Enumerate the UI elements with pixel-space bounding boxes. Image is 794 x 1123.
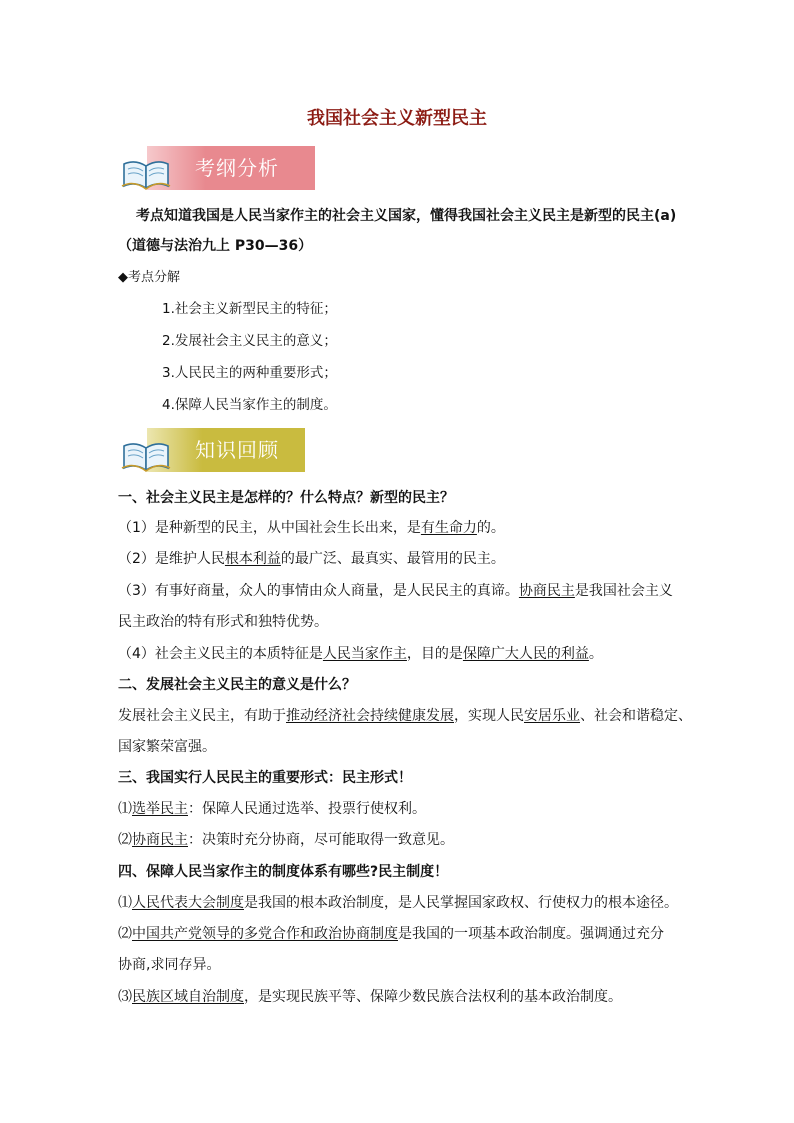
text-run: ⑵ bbox=[118, 926, 132, 942]
text-run: ⑴ bbox=[118, 895, 132, 911]
text-run: ，是实现民族平等、保障少数民族合法权利的基本政治制度。 bbox=[244, 989, 622, 1005]
paragraph bbox=[118, 987, 622, 1007]
text-run: ⑵ bbox=[118, 832, 132, 848]
text-run: 。 bbox=[588, 646, 603, 662]
section-heading: 二、发展社会主义民主的意义是什么？ bbox=[118, 677, 356, 693]
paragraph bbox=[118, 581, 673, 601]
text-run: 发展社会主义民主，有助于 bbox=[118, 708, 286, 724]
underlined-keyword: 选举民主 bbox=[132, 801, 188, 817]
paragraph bbox=[118, 644, 603, 664]
paragraph-continuation: 民主政治的特有形式和独特优势。 bbox=[118, 614, 328, 630]
section-heading: 一、社会主义民主是怎样的？什么特点？新型的民主？ bbox=[118, 490, 454, 506]
text-run: 是我国的根本政治制度，是人民掌握国家政权、行使权力的根本途径。 bbox=[244, 895, 678, 911]
text-run: 、社会和谐稳定、 bbox=[580, 708, 692, 724]
text-run: （2）是维护人民 bbox=[118, 551, 225, 567]
text-run: ⑶ bbox=[118, 989, 132, 1005]
breakdown-item: 2.发展社会主义民主的意义； bbox=[162, 333, 337, 349]
paragraph-continuation: 协商,求同存异。 bbox=[118, 957, 221, 973]
paragraph bbox=[118, 518, 505, 538]
underlined-keyword: 根本利益 bbox=[224, 551, 281, 567]
exam-point-reference: （道德与法治九上 P30—36） bbox=[118, 238, 313, 254]
paragraph bbox=[118, 924, 664, 944]
underlined-keyword: 有生命力 bbox=[420, 520, 477, 536]
book-icon bbox=[121, 156, 171, 190]
paragraph bbox=[118, 706, 692, 726]
section-heading: 四、保障人民当家作主的制度体系有哪些?民主制度！ bbox=[118, 864, 449, 880]
underlined-keyword: 人民代表大会制度 bbox=[132, 895, 244, 911]
text-run: 是我国社会主义 bbox=[574, 583, 673, 599]
paragraph bbox=[118, 799, 426, 819]
banner-label: 知识回顾 bbox=[195, 438, 279, 462]
underlined-keyword: 保障广大人民的利益 bbox=[462, 646, 589, 662]
underlined-keyword: 协商民主 bbox=[518, 583, 575, 599]
paragraph bbox=[118, 549, 505, 569]
underlined-keyword: 协商民主 bbox=[132, 832, 188, 848]
underlined-keyword: 中国共产党领导的多党合作和政治协商制度 bbox=[132, 926, 398, 942]
text-run: ：保障人民通过选举、投票行使权利。 bbox=[188, 801, 426, 817]
text-run: 是我国的一项基本政治制度。强调通过充分 bbox=[398, 926, 664, 942]
section-heading: 三、我国实行人民民主的重要形式：民主形式！ bbox=[118, 770, 412, 786]
book-icon bbox=[121, 438, 171, 472]
breakdown-item: 3.人民民主的两种重要形式； bbox=[162, 365, 337, 381]
text-run: （3）有事好商量，众人的事情由众人商量，是人民民主的真谛。 bbox=[118, 583, 519, 599]
breakdown-item: 4.保障人民当家作主的制度。 bbox=[162, 397, 337, 413]
underlined-keyword: 推动经济社会持续健康发展 bbox=[286, 708, 454, 724]
exam-point-text: 考点知道我国是人民当家作主的社会主义国家，懂得我国社会主义民主是新型的民主(a) bbox=[136, 208, 677, 224]
text-run: （4）社会主义民主的本质特征是 bbox=[118, 646, 323, 662]
banner-label: 考纲分析 bbox=[195, 156, 279, 180]
underlined-keyword: 安居乐业 bbox=[524, 708, 580, 724]
paragraph-continuation: 国家繁荣富强。 bbox=[118, 739, 216, 755]
page-title: 我国社会主义新型民主 bbox=[307, 108, 487, 129]
paragraph bbox=[118, 830, 454, 850]
text-run: 的。 bbox=[476, 520, 505, 536]
paragraph bbox=[118, 893, 678, 913]
section-banner-exam-outline bbox=[121, 146, 315, 190]
breakdown-item: 1.社会主义新型民主的特征； bbox=[162, 301, 337, 317]
underlined-keyword: 民族区域自治制度 bbox=[132, 989, 244, 1005]
text-run: ，实现人民 bbox=[454, 708, 524, 724]
text-run: ：决策时充分协商，尽可能取得一致意见。 bbox=[188, 832, 454, 848]
breakdown-heading: ◆考点分解 bbox=[118, 270, 180, 285]
text-run: （1）是种新型的民主，从中国社会生长出来，是 bbox=[118, 520, 421, 536]
underlined-keyword: 人民当家作主 bbox=[322, 646, 407, 662]
text-run: ，目的是 bbox=[406, 646, 463, 662]
text-run: 的最广泛、最真实、最管用的民主。 bbox=[280, 551, 505, 567]
section-banner-knowledge-review bbox=[121, 428, 305, 472]
text-run: ⑴ bbox=[118, 801, 132, 817]
